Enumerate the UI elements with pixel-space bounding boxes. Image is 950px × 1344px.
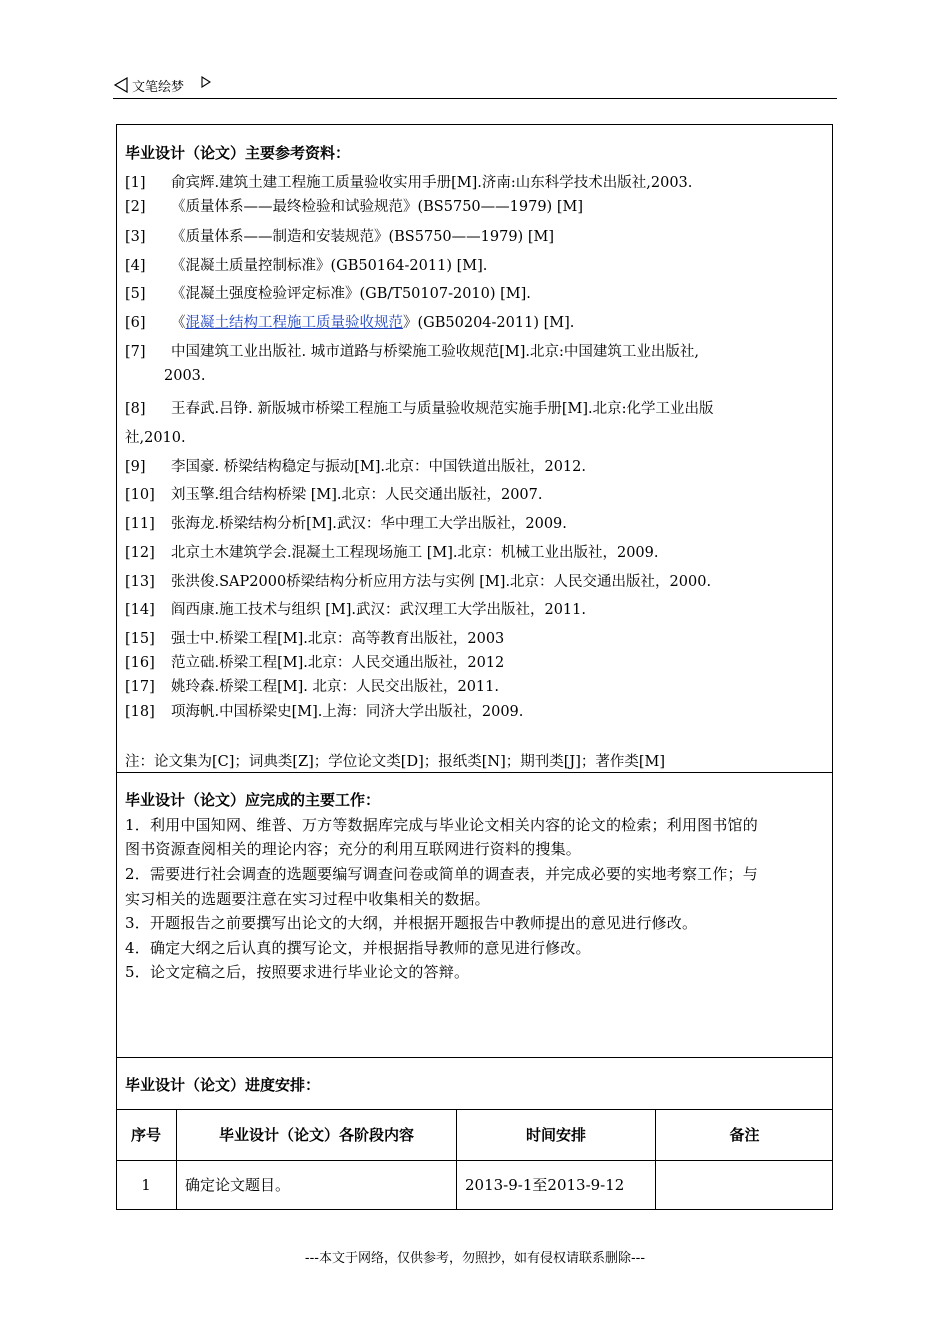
schedule-title: 毕业设计（论文）进度安排： bbox=[125, 1076, 321, 1094]
reference-item-continuation: 社,2010. bbox=[125, 430, 186, 446]
reference-item: [9] 李国豪. 桥梁结构稳定与振动[M].北京：中国铁道出版社，2012. bbox=[125, 459, 586, 475]
reference-item: [8] 王春武.吕铮. 新版城市桥梁工程施工与质量验收规范实施手册[M].北京:化学工业出版 bbox=[125, 401, 714, 417]
reference-item: [7] 中国建筑工业出版社. 城市道路与桥梁施工验收规范[M].北京:中国建筑工业出版社, bbox=[125, 344, 699, 360]
cell-time: 2013-9-1至2013-9-12 bbox=[465, 1176, 625, 1194]
reference-item: [18] 项海帆.中国桥梁史[M].上海：同济大学出版社，2009. bbox=[125, 704, 524, 720]
brand-text: 文笔绘梦 bbox=[132, 80, 185, 95]
reference-item: [5] 《混凝土强度检验评定标准》(GB/T50107-2010) [M]. bbox=[125, 286, 531, 302]
work-line: 2．需要进行社会调查的选题要编写调查问卷或简单的调查表，并完成必要的实地考察工作；与 bbox=[125, 865, 758, 883]
reference-item: [1] 俞宾辉.建筑土建工程施工质量验收实用手册[M].济南:山东科学技术出版社,2003. bbox=[125, 175, 693, 191]
column-header-remark: 备注 bbox=[729, 1126, 760, 1144]
column-header-time: 时间安排 bbox=[525, 1126, 586, 1144]
footer-disclaimer: ---本文于网络，仅供参考，勿照抄，如有侵权请联系删除--- bbox=[304, 1251, 646, 1266]
cell-content: 确定论文题目。 bbox=[185, 1176, 291, 1194]
reference-link[interactable]: 混凝土结构工程施工质量验收规范 bbox=[185, 315, 403, 331]
reference-item: [2] 《质量体系——最终检验和试验规范》(BS5750——1979) [M] bbox=[125, 199, 583, 215]
page-header bbox=[113, 72, 837, 99]
work-line: 1．利用中国知网、维普、万方等数据库完成与毕业论文相关内容的论文的检索；利用图书馆的 bbox=[125, 816, 758, 834]
reference-item: [11] 张海龙.桥梁结构分析[M].武汉：华中理工大学出版社，2009. bbox=[125, 516, 567, 532]
references-title: 毕业设计（论文）主要参考资料： bbox=[125, 144, 351, 162]
section-divider bbox=[116, 772, 833, 773]
reference-item: [12] 北京土木建筑学会.混凝土工程现场施工 [M].北京：机械工业出版社，2009. bbox=[125, 545, 659, 561]
reference-note: 注：论文集为[C]；词典类[Z]；学位论文类[D]；报纸类[N]；期刊类[J]；著作类[M] bbox=[125, 754, 666, 770]
column-header-index: 序号 bbox=[130, 1126, 161, 1144]
reference-item: [3] 《质量体系——制造和安装规范》(BS5750——1979) [M] bbox=[125, 229, 554, 245]
reference-item: [10] 刘玉擎.组合结构桥梁 [M].北京：人民交通出版社，2007. bbox=[125, 487, 543, 503]
reference-item: [14] 阎西康.施工技术与组织 [M].武汉：武汉理工大学出版社，2011. bbox=[125, 602, 586, 618]
triangle-left-icon bbox=[113, 77, 129, 93]
cell-index: 1 bbox=[141, 1176, 151, 1194]
reference-item: [17] 姚玲森.桥梁工程[M]. 北京：人民交出版社，2011. bbox=[125, 679, 499, 695]
reference-item: [16] 范立础.桥梁工程[M].北京：人民交通出版社，2012 bbox=[125, 655, 505, 671]
work-line: 4．确定大纲之后认真的撰写论文，并根据指导教师的意见进行修改。 bbox=[125, 939, 591, 957]
reference-item: [4] 《混凝土质量控制标准》(GB50164-2011) [M]. bbox=[125, 258, 488, 274]
work-line: 图书资源查阅相关的理论内容；充分的利用互联网进行资料的搜集。 bbox=[125, 840, 582, 858]
work-line: 实习相关的选题要注意在实习过程中收集相关的数据。 bbox=[125, 890, 490, 908]
reference-item: [15] 强士中.桥梁工程[M].北京：高等教育出版社，2003 bbox=[125, 631, 505, 647]
column-header-content: 毕业设计（论文）各阶段内容 bbox=[218, 1126, 414, 1144]
triangle-right-icon bbox=[201, 76, 211, 88]
section-divider bbox=[116, 1057, 833, 1058]
reference-item: [6] 《混凝土结构工程施工质量验收规范》(GB50204-2011) [M]. bbox=[125, 315, 575, 331]
reference-item: [13] 张洪俊.SAP2000桥梁结构分析应用方法与实例 [M].北京：人民交通出版社，2000. bbox=[125, 574, 712, 590]
work-line: 5．论文定稿之后，按照要求进行毕业论文的答辩。 bbox=[125, 963, 470, 981]
work-line: 3．开题报告之前要撰写出论文的大纲，并根据开题报告中教师提出的意见进行修改。 bbox=[125, 914, 698, 932]
reference-item-continuation: 2003. bbox=[164, 368, 206, 384]
work-title: 毕业设计（论文）应完成的主要工作： bbox=[125, 791, 381, 809]
